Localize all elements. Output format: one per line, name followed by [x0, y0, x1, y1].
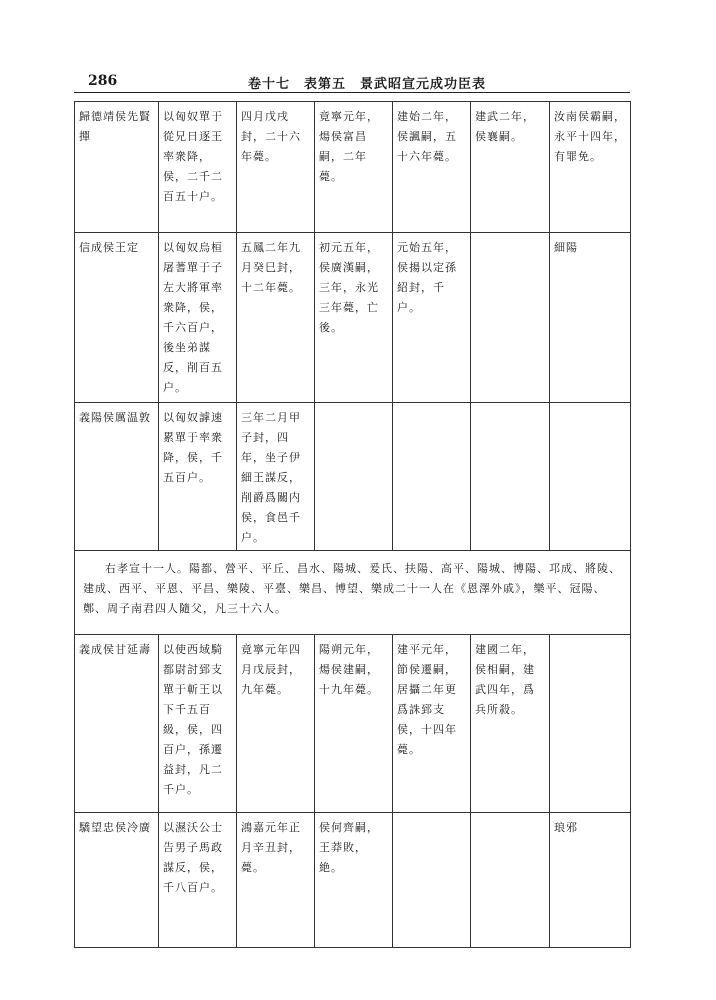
location-cell: 琅邪 [550, 813, 631, 948]
heir-cell [471, 403, 550, 551]
official-name-cell: 歸德靖侯先賢撣 [75, 102, 159, 233]
heir-cell [315, 403, 393, 551]
location-cell: 汝南侯霸嗣，永平十四年，有罪免。 [550, 102, 631, 233]
location-cell [550, 403, 631, 551]
heir-cell: 建武二年，侯襄嗣。 [471, 102, 550, 233]
table-row [75, 403, 631, 551]
heir-cell [393, 813, 471, 948]
table-row [75, 635, 631, 813]
heir-cell: 竟寧元年，煬侯富昌嗣，二年薨。 [315, 102, 393, 233]
official-name-cell: 義陽侯厲温敦 [75, 403, 159, 551]
heir-cell [471, 233, 550, 403]
heir-cell: 初元五年，侯廣漢嗣，三年，永光三年薨，亡後。 [315, 233, 393, 403]
table-row [75, 102, 631, 233]
heir-cell: 元始五年，侯揚以定孫紹封，千户。 [393, 233, 471, 403]
table-row [75, 813, 631, 948]
heir-cell [471, 813, 550, 948]
reason-cell: 以使西域騎都尉討郅支單于斬王以下千五百級，侯，四百户，孫遷益封，凡二千户。 [159, 635, 237, 813]
enfeoffment-cell: 四月戊戌封，二十六年薨。 [237, 102, 315, 233]
heir-cell: 建平元年，節侯遷嗣，居攝二年更爲誅郅支侯，十四年薨。 [393, 635, 471, 813]
location-cell: 細陽 [550, 233, 631, 403]
heir-cell: 陽朔元年，煬侯建嗣，十九年薨。 [315, 635, 393, 813]
summary-note: 右孝宣十一人。陽都、營平、平丘、昌水、陽城、爰氏、扶陽、高平、陽城、博陽、邛成、將陵、建成、西平、平恩、平昌、樂陵、平臺、樂昌、博望、樂成二十一人在《恩澤外戚》，樂平、冠陽、鄭、周子南君四人隨父，凡三十六人。 [83, 562, 621, 615]
heir-cell: 建始二年，侯諷嗣，五十六年薨。 [393, 102, 471, 233]
heir-cell: 侯何齊嗣，王莽敗，絶。 [315, 813, 393, 948]
location-cell [550, 635, 631, 813]
heir-cell: 建國二年，侯相嗣，建武四年，爲兵所殺。 [471, 635, 550, 813]
official-name-cell: 信成侯王定 [75, 233, 159, 403]
official-name-cell: 驕望忠侯冷廣 [75, 813, 159, 948]
reason-cell: 以匈奴單于從兄日逐王率衆降，侯，二千二百五十户。 [159, 102, 237, 233]
enfeoffment-cell: 三年二月甲子封，四年，坐子伊細王謀反，削爵爲關内侯，食邑千户。 [237, 403, 315, 551]
enfeoffment-cell: 鴻嘉元年正月辛丑封，薨。 [237, 813, 315, 948]
enfeoffment-cell: 竟寧元年四月戊辰封，九年薨。 [237, 635, 315, 813]
official-name-cell: 義成侯甘延壽 [75, 635, 159, 813]
table-row [75, 233, 631, 403]
page-header [0, 0, 716, 92]
running-title: 卷十七 表第五 景武昭宣元成功臣表 [248, 77, 487, 92]
header-rule [74, 92, 630, 93]
summary-note-cell [75, 551, 631, 635]
summary-row [75, 551, 631, 635]
enfeoffment-cell: 五鳳二年九月癸巳封，十二年薨。 [237, 233, 315, 403]
reason-cell: 以匈奴謼速累單于率衆降，侯，千五百户。 [159, 403, 237, 551]
reason-cell: 以濕沃公士告男子馬政謀反，侯，千八百户。 [159, 813, 237, 948]
meritorious-officials-table [74, 101, 631, 948]
reason-cell: 以匈奴烏桓屠蓍單于子左大將軍率衆降，侯，千六百户，後坐弟謀反，削百五户。 [159, 233, 237, 403]
heir-cell [393, 403, 471, 551]
page-number: 286 [88, 73, 118, 89]
